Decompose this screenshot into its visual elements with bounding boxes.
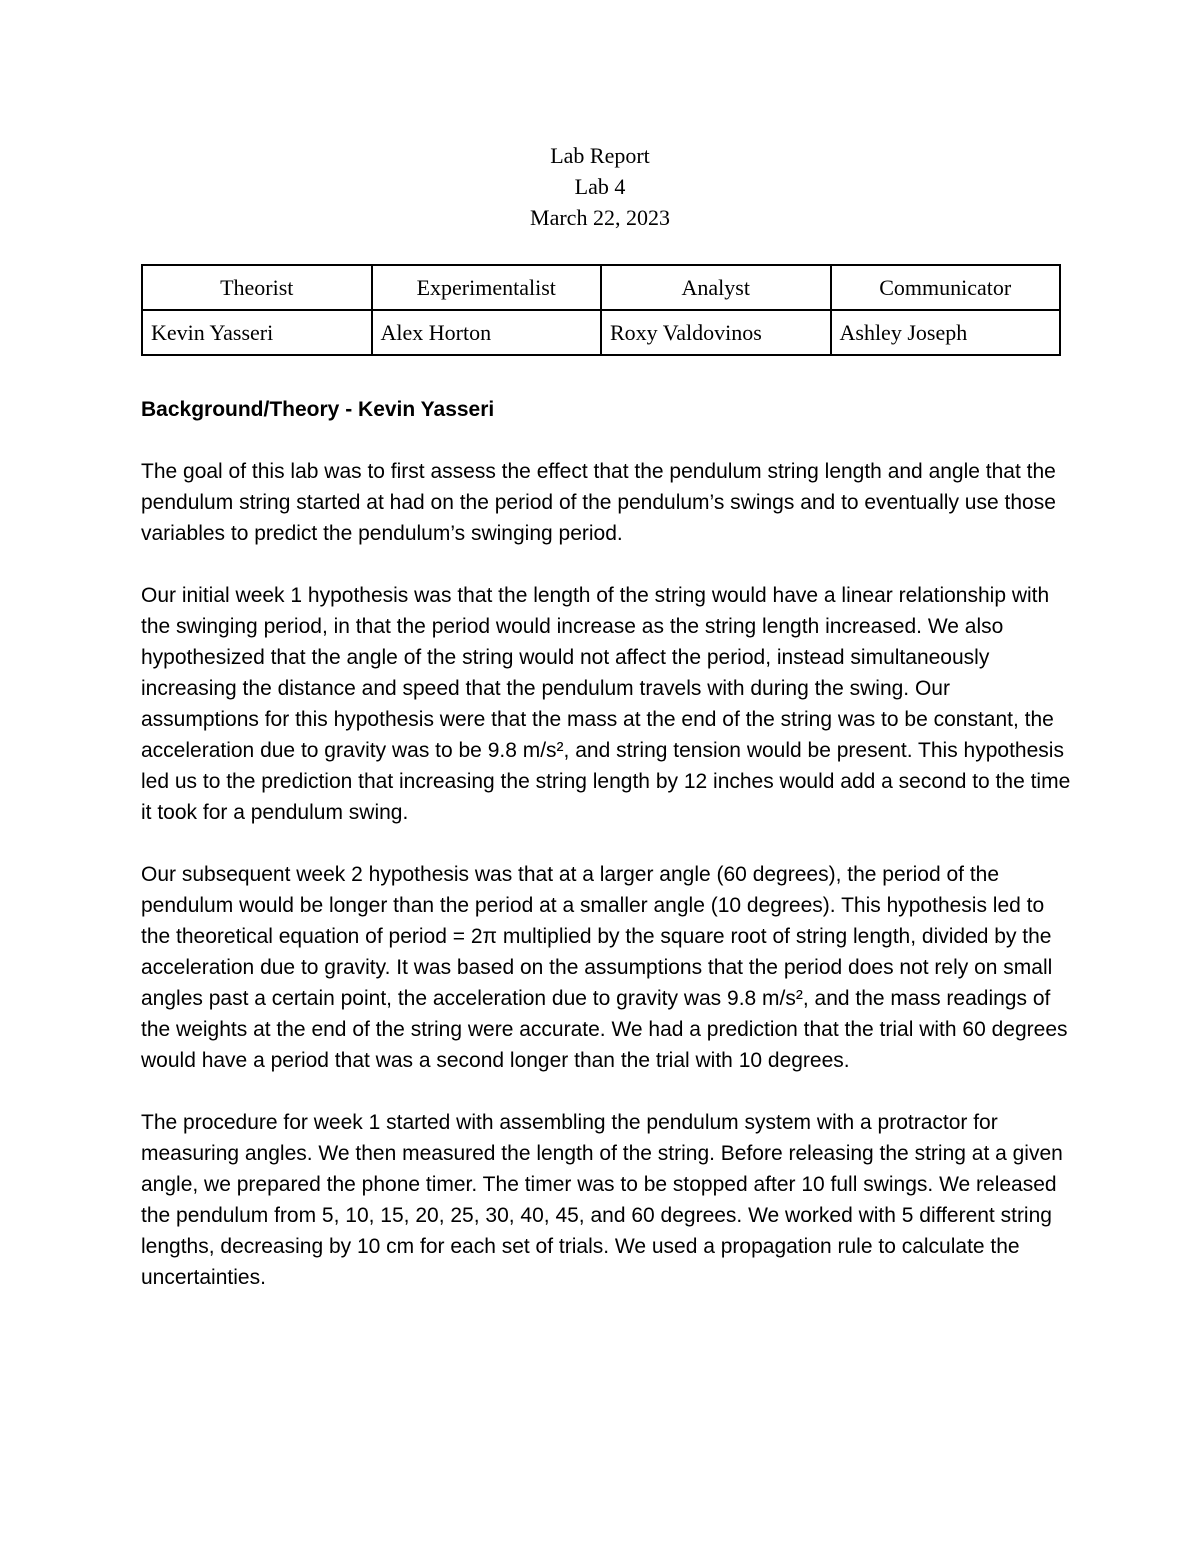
report-date: March 22, 2023 (530, 205, 670, 230)
paragraph-procedure: The procedure for week 1 started with assembling the pendulum system with a protractor for measuring angles. We then measured the length of the string. Before releasing the string at a given angle, we prepared the phone timer. The timer was to be stopped after 10 full swings. We released the pendulum from 5, 10, 15, 20, 25, 30, 40, 45, and 60 degrees. We worked with 5 different string lengths, decreasing by 10 cm for each set of trials. We used a propagation rule to calculate the uncertainties. (141, 1111, 1063, 1289)
lab-number: Lab 4 (574, 174, 626, 199)
role-theorist: Theorist (142, 265, 372, 310)
role-communicator: Communicator (831, 265, 1061, 310)
report-header (0, 140, 1200, 233)
role-experimentalist: Experimentalist (372, 265, 602, 310)
name-experimentalist: Alex Horton (372, 310, 602, 355)
roles-names-row (142, 310, 1060, 355)
section-heading: Background/Theory - Kevin Yasseri (141, 398, 495, 421)
report-title: Lab Report (550, 143, 650, 168)
roles-table (141, 264, 1061, 356)
name-communicator: Ashley Joseph (831, 310, 1061, 355)
paragraph-week2-hypothesis: Our subsequent week 2 hypothesis was that at a larger angle (60 degrees), the period of the pendulum would be longer than the period at a smaller angle (10 degrees). This hypothesis led to the theoretical equation of period = 2π multiplied by the square root of string length, divided by the acceleration due to gravity. It was based on the assumptions that the period does not rely on small angles past a certain point, the acceleration due to gravity was 9.8 m/s², and the mass readings of the weights at the end of the string were accurate. We had a prediction that the trial with 60 degrees would have a period that was a second longer than the trial with 10 degrees. (141, 863, 1068, 1072)
paragraph-week1-hypothesis: Our initial week 1 hypothesis was that the length of the string would have a linear relationship with the swinging period, in that the period would increase as the string length increased. We also hypothesized that the angle of the string would not affect the period, instead simultaneously increasing the distance and speed that the pendulum travels with during the swing. Our assumptions for this hypothesis were that the mass at the end of the string was to be constant, the acceleration due to gravity was to be 9.8 m/s², and string tension would be present. This hypothesis led us to the prediction that increasing the string length by 12 inches would add a second to the time it took for a pendulum swing. (141, 584, 1071, 824)
role-analyst: Analyst (601, 265, 831, 310)
name-theorist: Kevin Yasseri (142, 310, 372, 355)
name-analyst: Roxy Valdovinos (601, 310, 831, 355)
paragraph-goal: The goal of this lab was to first assess the effect that the pendulum string length and angle that the pendulum string started at had on the period of the pendulum’s swings and to eventually use those variables to predict the pendulum’s swinging period. (141, 460, 1056, 545)
roles-header-row (142, 265, 1060, 310)
report-body (141, 394, 1071, 1324)
